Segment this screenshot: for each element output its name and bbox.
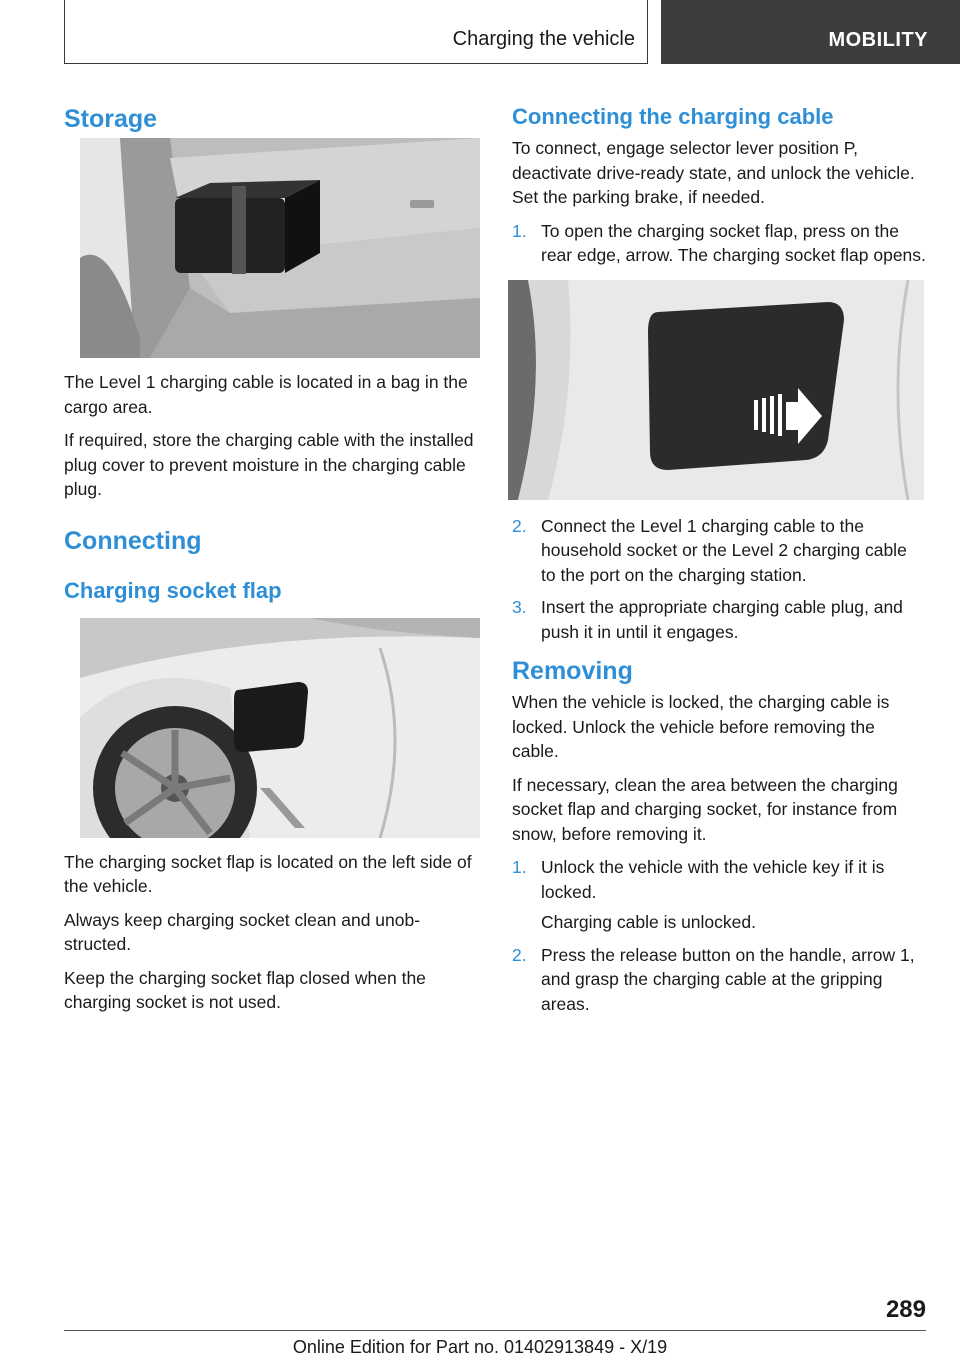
socket-flap-arrow-illustration [508, 280, 924, 500]
step-number: 2. [512, 944, 527, 965]
socket-flap-heading: Charging socket flap [64, 577, 282, 603]
storage-paragraph-1: The Level 1 charging cable is located in a bag in the cargo area. [64, 372, 468, 417]
connecting-heading: Connecting [64, 526, 202, 555]
step-result: Charging cable is unlocked. [541, 912, 756, 932]
page-number: 289 [885, 1296, 926, 1323]
removing-heading: Removing [512, 657, 633, 685]
vehicle-side-illustration [80, 618, 480, 838]
step-text: Unlock the vehicle with the vehicle key if it is locked. [541, 857, 885, 902]
section-title: MOBILITY [828, 29, 928, 51]
header-section-box [661, 0, 960, 64]
step-number: 2. [512, 515, 527, 536]
list-item [512, 855, 926, 935]
cable-intro: To connect, engage selector lever position P, deactivate drive-ready state, and unlock the vehicle. Set the parking brake, if needed. [512, 138, 915, 207]
chapter-title: Charging the vehicle [452, 28, 635, 50]
step-text: Press the release button on the handle, arrow 1, and grasp the charging cable at the gripping areas. [541, 944, 915, 1014]
footer-divider [64, 1330, 926, 1331]
list-item [512, 219, 926, 268]
step-number: 3. [512, 597, 527, 617]
removing-paragraph-2: If necessary, clean the area between the charging socket flap and charging socket, for instance from snow, before removing it. [512, 774, 898, 844]
removing-paragraph-1: When the vehicle is locked, the charging cable is locked. Unlock the vehicle before removing the cable. [512, 692, 890, 761]
connecting-cable-heading: Connecting the charging cable [512, 104, 834, 129]
left-column [64, 100, 480, 1024]
list-item [512, 514, 926, 588]
step-text: Insert the appropriate charging cable plug, and push it in until it engages. [541, 597, 903, 642]
storage-heading: Storage [64, 105, 158, 133]
flap-paragraph-2: Always keep charging socket clean and unobstructed. [64, 909, 421, 954]
right-column [512, 100, 926, 1024]
step-text: Connect the Level 1 charging cable to the household socket or the Level 2 charging cable to the port on the charging station. [541, 515, 907, 585]
list-item [512, 943, 926, 1017]
flap-paragraph-1: The charging socket flap is located on the left side of the vehicle. [64, 851, 472, 896]
list-item [512, 595, 926, 644]
header-chapter-box [64, 0, 648, 64]
removing-steps-list [512, 855, 926, 1016]
cargo-area-illustration [80, 138, 480, 358]
edition-footer: Online Edition for Part no. 01402913849 - X/19 [292, 1337, 668, 1357]
step-text: To open the charging socket flap, press on the rear edge, arrow. The charging socket flap opens. [541, 220, 926, 265]
cable-steps-list [512, 219, 926, 268]
cable-steps-list-continued [512, 514, 926, 645]
step-number: 1. [512, 857, 527, 877]
flap-paragraph-3: Keep the charging socket flap closed when the charging socket is not used. [64, 967, 426, 1012]
step-number: 1. [512, 220, 527, 241]
storage-paragraph-2: If required, store the charging cable with the installed plug cover to prevent moisture in the charging cable plug. [64, 430, 474, 499]
